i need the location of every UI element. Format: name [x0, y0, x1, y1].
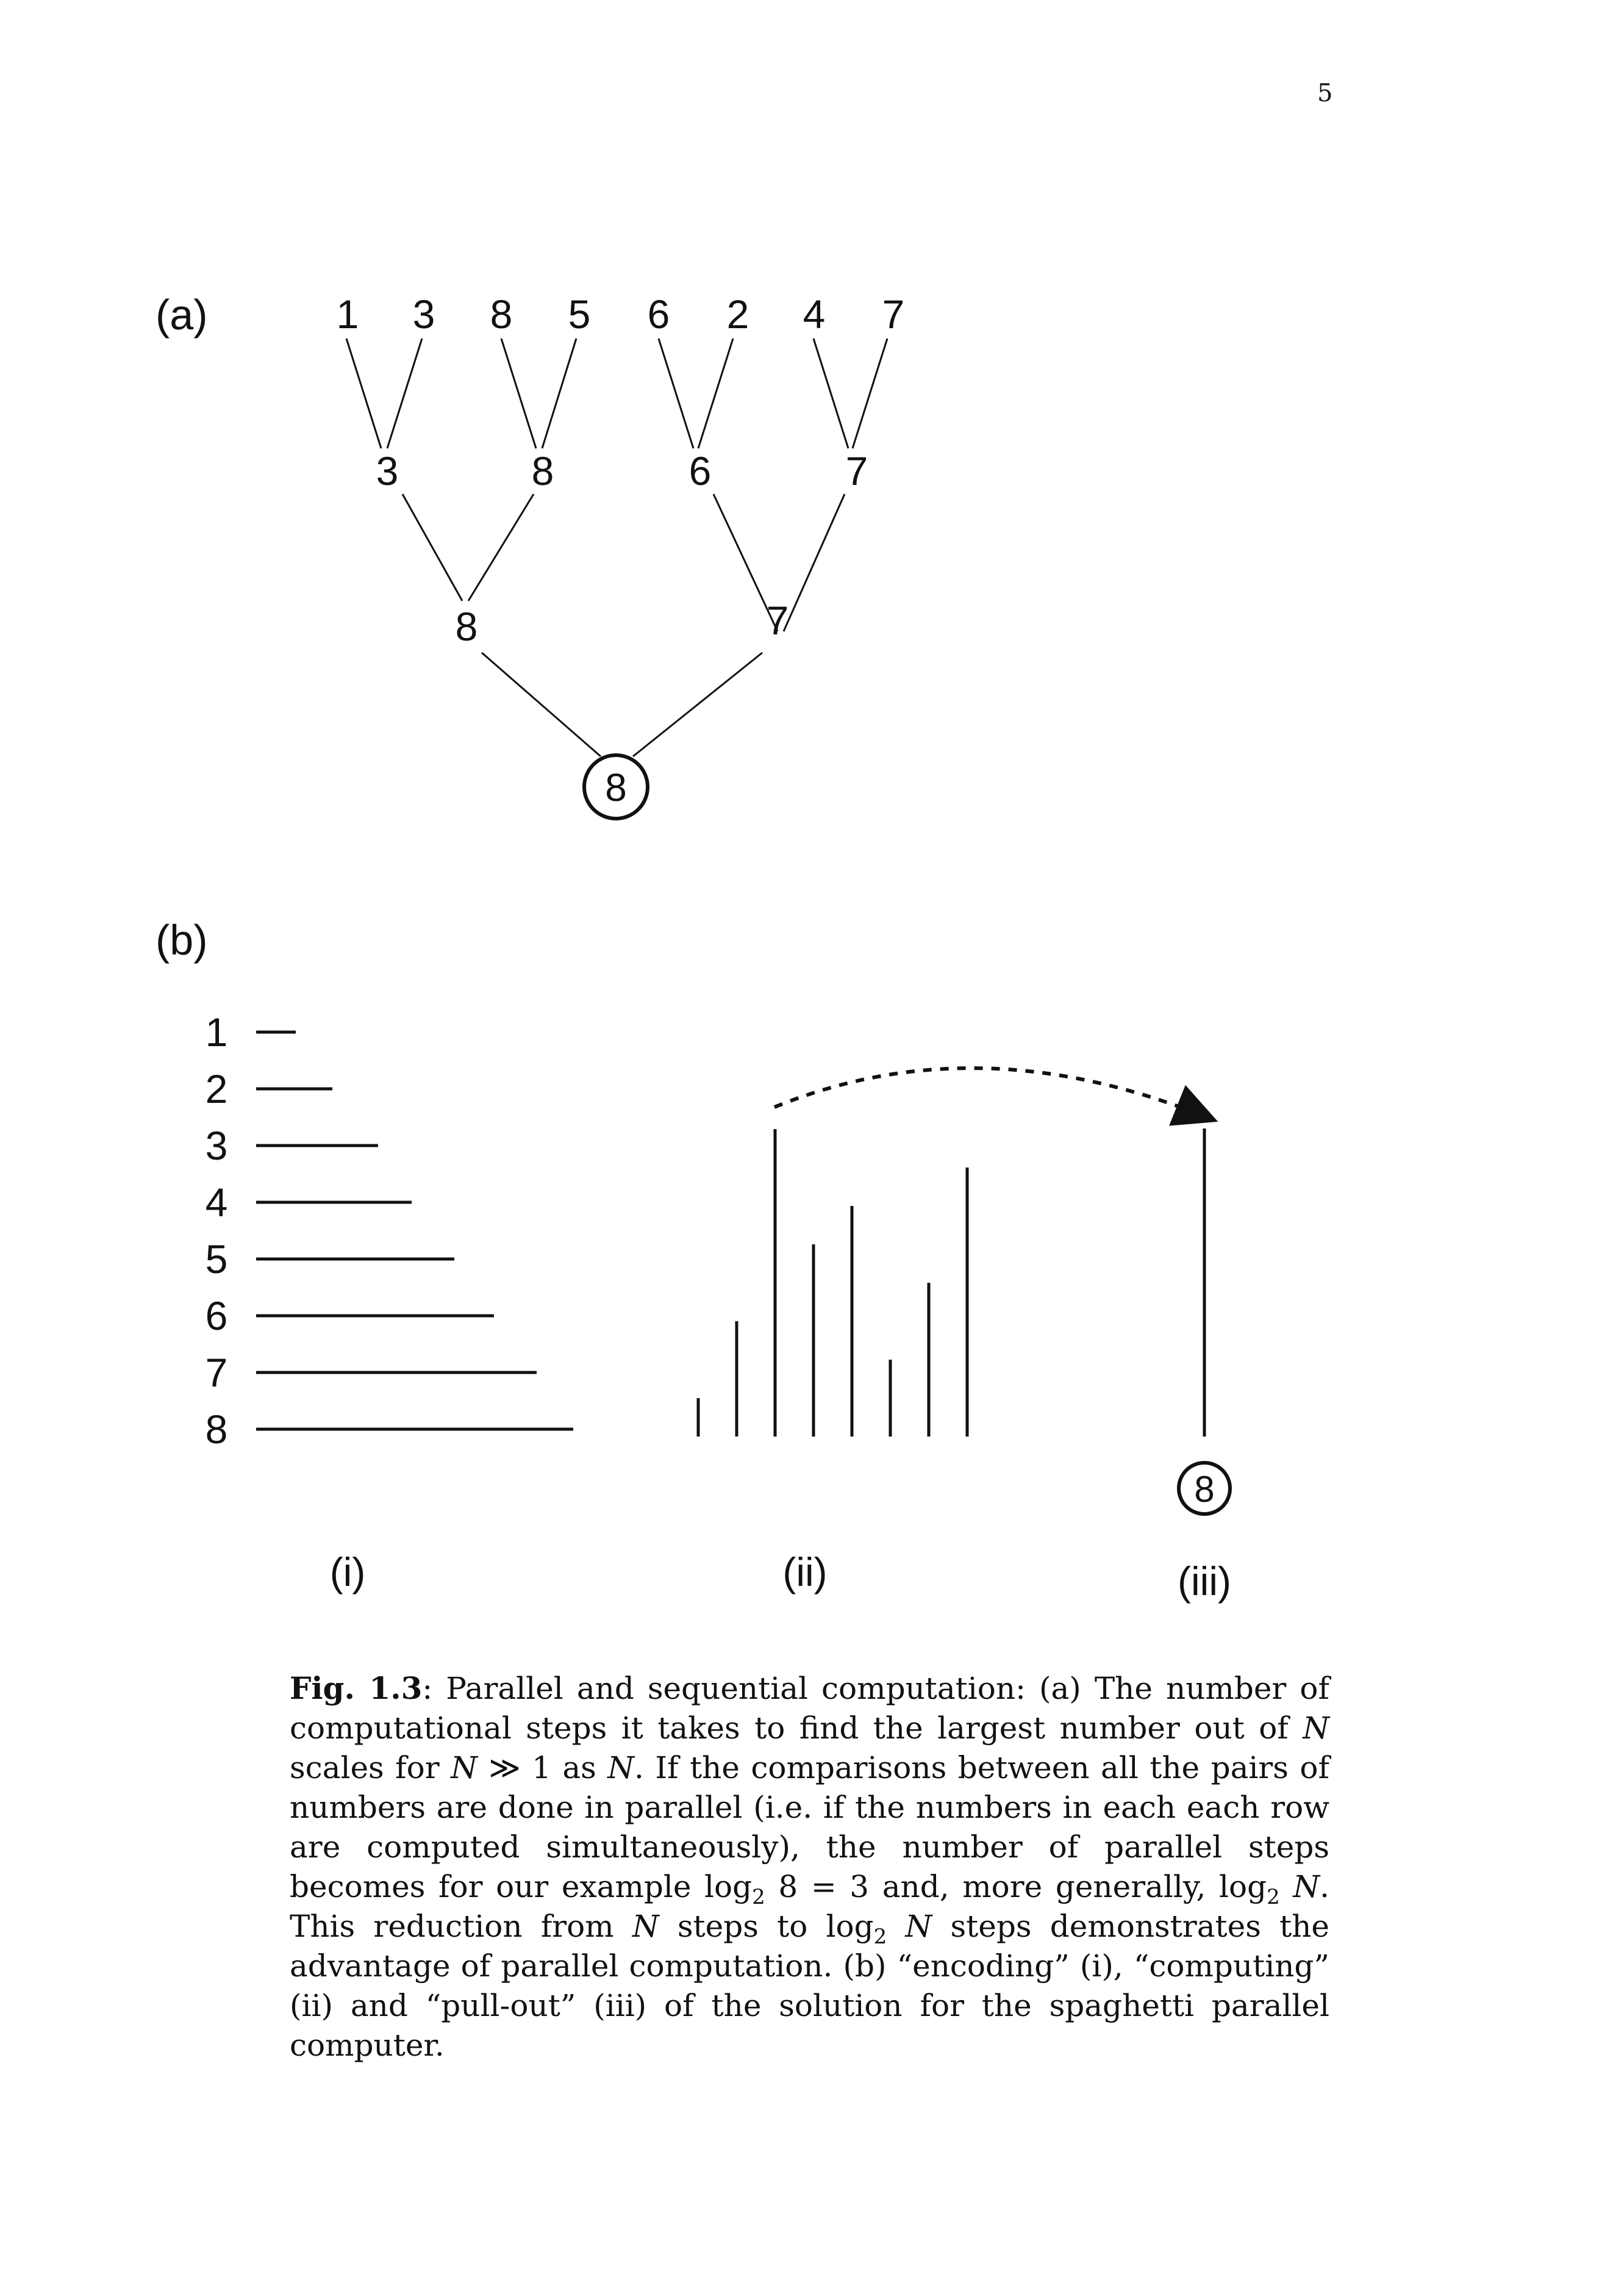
- leaf-node: 7: [882, 292, 905, 337]
- encoding-number: 5: [205, 1236, 228, 1282]
- panel-b-sublabels: [330, 1549, 1231, 1604]
- level1-node: 6: [688, 448, 712, 493]
- encoding-number: 2: [205, 1066, 228, 1111]
- level1-node: 7: [845, 448, 868, 493]
- encoding-numbers: [206, 1010, 228, 1452]
- encoding-number: 4: [205, 1180, 228, 1225]
- level1-node: 8: [531, 448, 554, 493]
- encoding-number: 7: [205, 1350, 228, 1395]
- leaf-node: 2: [726, 292, 749, 337]
- leaf-node: 4: [803, 292, 826, 337]
- encoding-number: 8: [205, 1407, 228, 1452]
- encoding-number: 6: [205, 1293, 228, 1338]
- sublabel-computing: (ii): [782, 1549, 828, 1595]
- panel-a-level1: [376, 448, 868, 493]
- sublabel-encoding: (i): [329, 1549, 366, 1595]
- encoding-bars: [256, 1032, 573, 1429]
- leaf-node: 6: [647, 292, 670, 337]
- leaf-node: 1: [336, 292, 359, 337]
- level2-node: 7: [766, 598, 789, 643]
- panel-a-label: (a): [156, 291, 208, 339]
- caption-fig-label: Fig. 1.3: [290, 1670, 423, 1706]
- computing-bars: [698, 1129, 967, 1437]
- panel-b-label: (b): [156, 916, 208, 964]
- pullout-arrow: [774, 1068, 1204, 1116]
- root-node: 8: [605, 766, 627, 809]
- level1-node: 3: [376, 448, 399, 493]
- figure-caption: Fig. 1.3: Parallel and sequential computation: (a) The number of computational steps it takes to find the largest number out of N scales for N ≫ 1 as N. If the comparisons between all the pairs of numbers are done in parallel (i.e. if the numbers in each each row are computed simultaneously), the number of parallel steps becomes for our example $\log_2 8 = 3$ and, more generally, $\log_2 N$. This reduction from N steps to $\log_2 N$ steps demonstrates the advantage of parallel computation. (b) “encoding” (i), “computing” (ii) and “pull-out” (iii) of the solution for the spaghetti parallel computer.: [290, 1670, 1330, 2063]
- panel-a-tree: [346, 339, 887, 819]
- page-number: 5: [1317, 79, 1333, 107]
- panel-a-leaves: [337, 292, 905, 337]
- panel-a-level2: [456, 598, 789, 649]
- leaf-node: 8: [490, 292, 513, 337]
- sublabel-pullout: (iii): [1178, 1559, 1231, 1604]
- pullout-value: 8: [1194, 1469, 1215, 1510]
- leaf-node: 5: [568, 292, 591, 337]
- level2-node: 8: [455, 604, 478, 649]
- encoding-number: 1: [205, 1010, 228, 1055]
- leaf-node: 3: [412, 292, 435, 337]
- encoding-number: 3: [205, 1123, 228, 1168]
